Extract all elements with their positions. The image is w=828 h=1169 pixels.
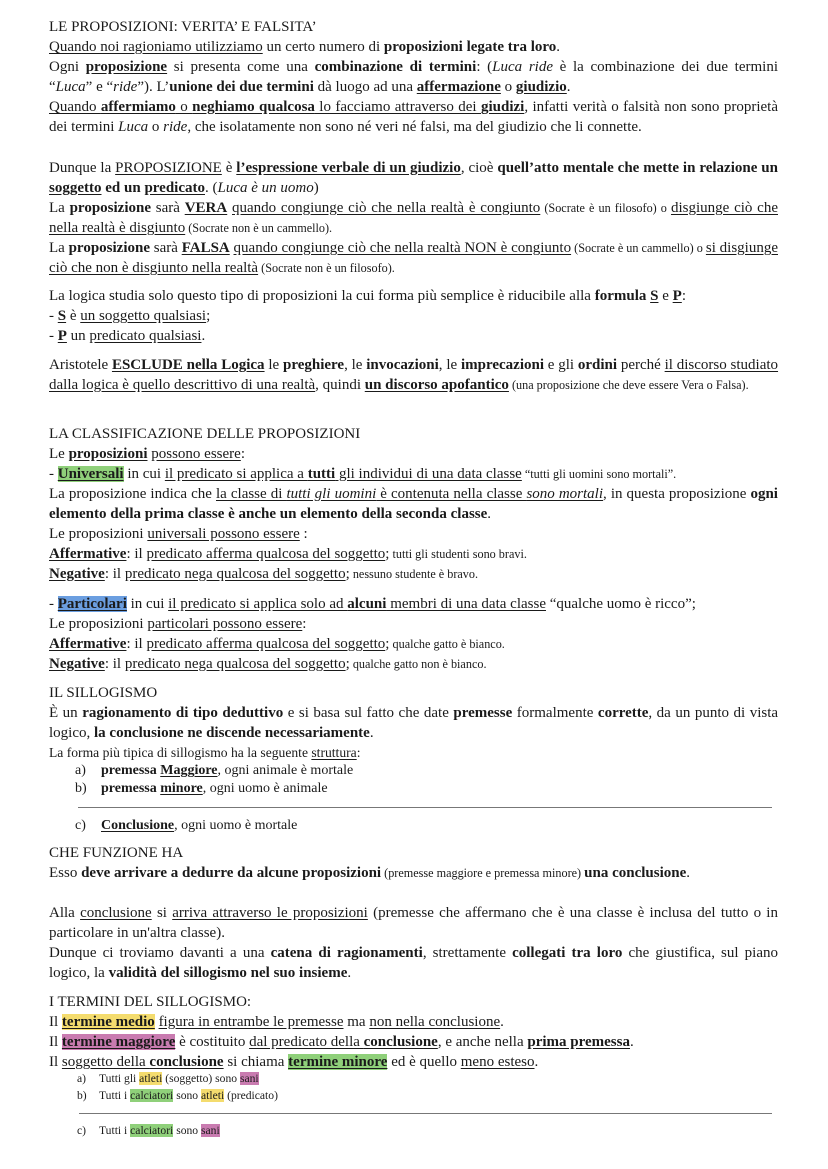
syllogism-premessa-minore: b) premessa minore, ogni uomo è animale <box>75 781 328 796</box>
example-divider <box>79 1113 772 1114</box>
example-premessa-a: a) Tutti gli atleti (soggetto) sono sani <box>77 1072 259 1085</box>
paragraph-giudizi: Quando affermiamo o neghiamo qualcosa lo facciamo attraverso dei giudizi, infatti verità o falsità non sono proprietà dei termini Luca o ride, che isolatamente non sono né veri né falsi, ma del giudizio che li connette. <box>49 99 778 135</box>
syllogism-premessa-maggiore: a) premessa Maggiore, ogni animale è mortale <box>75 763 354 778</box>
section-title-funzione: CHE FUNZIONE HA <box>49 845 184 861</box>
paragraph-termine-maggiore: Il termine maggiore è costituito dal predicato della conclusione, e anche nella prima premessa. <box>49 1034 634 1050</box>
paragraph-particolari: - Particolari in cui il predicato si applica solo ad alcuni membri di una data classe “qualche uomo è ricco”; <box>49 596 696 612</box>
particolari-affermative: Affermative: il predicato afferma qualcosa del soggetto; qualche gatto è bianco. <box>49 636 505 652</box>
paragraph-possono-essere: Le proposizioni possono essere: <box>49 446 245 462</box>
example-premessa-b: b) Tutti i calciatori sono atleti (predicato) <box>77 1089 278 1102</box>
section-title-sillogismo: IL SILLOGISMO <box>49 685 158 701</box>
paragraph-aristotele: Aristotele ESCLUDE nella Logica le preghiere, le invocazioni, le imprecazioni e gli ordini perché il discorso studiato dalla logica è quello descrittivo di una realtà, quindi un discorso apofantico (una proposizione che deve essere Vera o Falsa). <box>49 357 779 393</box>
list-item-p: - P un predicato qualsiasi. <box>49 328 206 344</box>
paragraph-struttura: La forma più tipica di sillogismo ha la seguente struttura: <box>49 745 361 760</box>
section-title-proposizioni: LE PROPOSIZIONI: VERITA’ E FALSITA’ <box>49 19 317 35</box>
paragraph-falsa: La proposizione sarà FALSA quando congiunge ciò che nella realtà NON è congiunto (Socrate è un cammello) o si disgiunge ciò che non è disgiunto nella realtà (Socrate non è un filosofo). <box>49 240 778 276</box>
paragraph-particolari-tipi: Le proposizioni particolari possono essere: <box>49 616 307 632</box>
paragraph-catena: Dunque ci troviamo davanti a una catena di ragionamenti, strettamente collegati tra loro che giustifica, sul piano logico, la validità del sillogismo nel suo insieme. <box>49 945 778 981</box>
paragraph-termine-medio: Il termine medio figura in entrambe le premesse ma non nella conclusione. <box>49 1014 504 1030</box>
section-title-termini: I TERMINI DEL SILLOGISMO: <box>49 994 252 1010</box>
paragraph-universali: - Universali in cui il predicato si applica a tutti gli individui di una data classe “tutti gli uomini sono mortali”. <box>49 466 677 482</box>
paragraph-deduttivo: È un ragionamento di tipo deduttivo e si basa sul fatto che date premesse formalmente corrette, da un punto di vista logico, la conclusione ne discende necessariamente. <box>49 705 779 741</box>
section-title-classificazione: LA CLASSIFICAZIONE DELLE PROPOSIZIONI <box>49 426 361 442</box>
universali-negative: Negative: il predicato nega qualcosa del soggetto; nessuno studente è bravo. <box>49 566 479 582</box>
paragraph-classe: La proposizione indica che la classe di tutti gli uomini è contenuta nella classe sono mortali, in questa proposizione ogni elemento della prima classe è anche un elemento della seconda classe. <box>49 486 778 522</box>
universali-affermative: Affermative: il predicato afferma qualcosa del soggetto; tutti gli studenti sono bravi. <box>49 546 527 562</box>
paragraph-formula: La logica studia solo questo tipo di proposizioni la cui forma più semplice è riducibile alla formula S e P: <box>49 288 686 304</box>
syllogism-divider <box>78 807 772 808</box>
syllogism-conclusione: c) Conclusione, ogni uomo è mortale <box>75 818 298 833</box>
paragraph-conclusione: Alla conclusione si arriva attraverso le proposizioni (premesse che affermano che è una classe è inclusa del tutto o in particolare in un'altra classe). <box>49 905 778 941</box>
example-conclusione-c: c) Tutti i calciatori sono sani <box>77 1124 220 1137</box>
paragraph-ragioniamo: Quando noi ragioniamo utilizziamo un certo numero di proposizioni legate tra loro. <box>49 39 561 55</box>
paragraph-termine-minore: Il soggetto della conclusione si chiama termine minore ed è quello meno esteso. <box>49 1054 539 1070</box>
paragraph-vera: La proposizione sarà VERA quando congiunge ciò che nella realtà è congiunto (Socrate è un filosofo) o disgiunge ciò che nella realtà è disgiunto (Socrate non è un cammello). <box>49 200 778 236</box>
particolari-negative: Negative: il predicato nega qualcosa del soggetto; qualche gatto non è bianco. <box>49 656 487 672</box>
paragraph-dedurre: Esso deve arrivare a dedurre da alcune proposizioni (premesse maggiore e premessa minore) una conclusione. <box>49 865 690 881</box>
paragraph-combinazione: Ogni proposizione si presenta come una combinazione di termini: (Luca ride è la combinazione dei due termini “Luca” e “ride”). L’unione dei due termini dà luogo ad una affermazione o giudizio. <box>49 59 778 95</box>
list-item-s: - S è un soggetto qualsiasi; <box>49 308 211 324</box>
paragraph-universali-tipi: Le proposizioni universali possono essere : <box>49 526 308 542</box>
paragraph-definizione-proposizione: Dunque la PROPOSIZIONE è l’espressione verbale di un giudizio, cioè quell’atto mentale che mette in relazione un soggetto ed un predicato. (Luca è un uomo) <box>49 160 778 196</box>
